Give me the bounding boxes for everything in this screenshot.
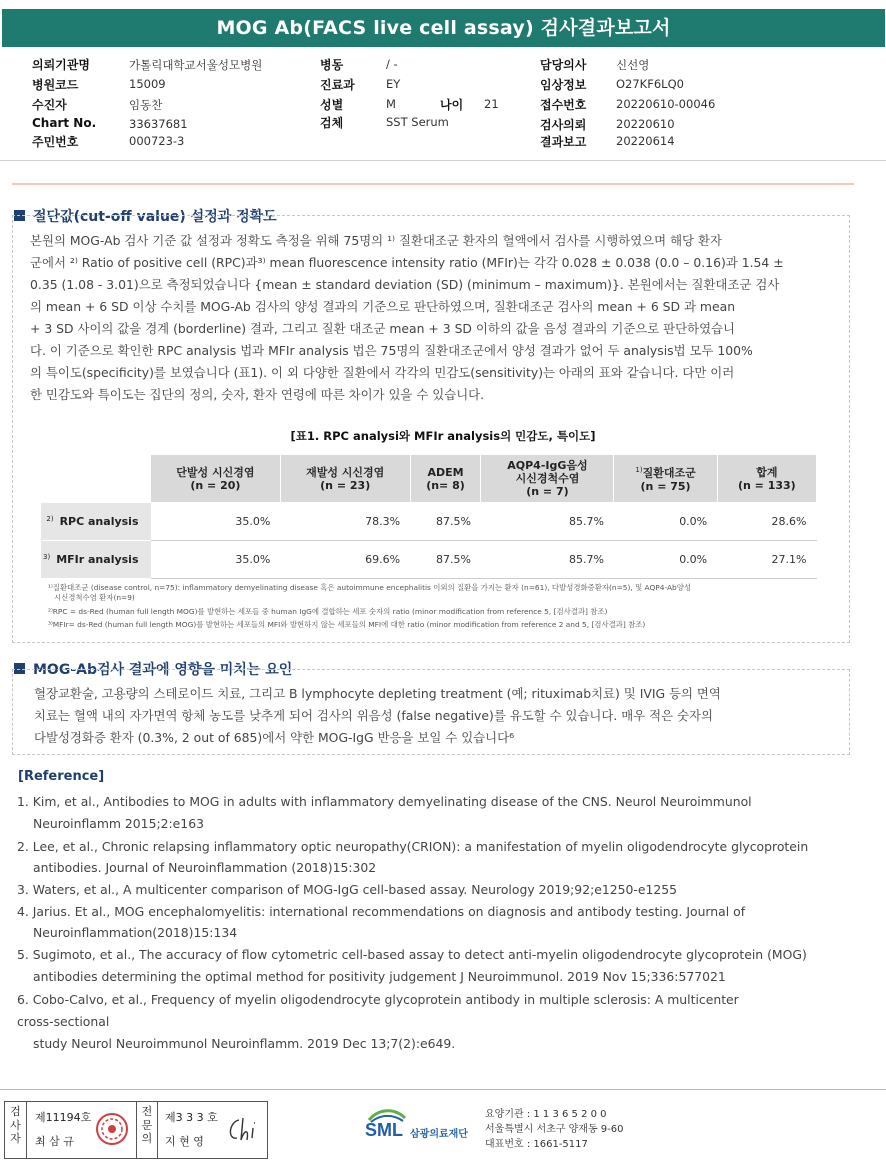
reference-item: 3. Waters, et al., A multicenter comparison of MOG-IgG cell-based assay. Neurology 2019;92;e1250-e1255: [17, 882, 678, 897]
stamp-label: 전문의: [136, 1102, 158, 1158]
logo-text: SML: [365, 1120, 403, 1140]
info-label: 결과보고: [540, 135, 587, 149]
info-label: 검체: [320, 116, 344, 130]
info-value: SST Serum: [386, 115, 449, 129]
row-header: $^{3)}$ MFIr analysis: [41, 541, 151, 579]
table-cell: 87.5%: [410, 503, 481, 541]
reference-item: 5. Sugimoto, et al., The accuracy of flow cytometric cell-based assay to detect anti-myelin oligodendrocyte glycoprotein (MOG): [17, 947, 807, 962]
paragraph-line: 다. 이 기준으로 확인한 RPC analysis 법과 MFIr analysis 법은 75명의 질환대조군에서 양성 결과가 없어 두 analysis법 모두 100%: [30, 343, 753, 358]
lab-info-line: 대표번호 : 1661-5117: [485, 1139, 588, 1150]
info-value: 20220614: [616, 134, 675, 148]
seal-icon: [95, 1112, 129, 1146]
table-cell: 0.0%: [614, 541, 717, 579]
sml-logo: [365, 1108, 483, 1148]
lab-info-line: 서울특별시 서초구 양재동 9-60: [485, 1124, 624, 1135]
info-value: 15009: [129, 77, 166, 91]
info-value: 21: [484, 97, 499, 111]
report-title: MOG Ab(FACS live cell assay) 검사결과보고서: [2, 9, 885, 47]
paragraph-line: 혈장교환술, 고용량의 스테로이드 치료, 그리고 B lymphocyte depleting treatment (예; rituximab치료) 및 IVIG 등의 면역: [34, 686, 721, 701]
table-cell: 85.7%: [481, 541, 614, 579]
row-header: $^{2)}$ RPC analysis: [41, 503, 151, 541]
info-value: O27KF6LQ0: [616, 77, 684, 91]
reference-item: Neuroinflammation(2018)15:134: [33, 925, 238, 940]
table-header: 재발성 시신경염 (n = 23): [280, 455, 410, 503]
info-value: 신선영: [616, 58, 650, 72]
table-footnote: ¹⁾질환대조군 (disease control, n=75): inflammatory demyelinating disease 혹은 autoimmune encephalitis 이외의 질환을 가지는 환자 (n=61), 다발성경화증환자(n=5), 및 AQP4-Ab양성: [48, 583, 691, 592]
section-title-text: 절단값(cut-off value) 설정과 정확도: [33, 209, 277, 225]
info-value: / -: [386, 57, 398, 71]
paragraph-line: 군에서 ²⁾ Ratio of positive cell (RPC)과³⁾ mean fluorescence intensity ratio (MFIr)는 각각 0.028 ± 0.038 (0.0 – 0.16)과 1.54 ±: [30, 255, 784, 270]
org-name: 삼광의료재단: [410, 1129, 468, 1140]
divider: [12, 183, 854, 185]
reference-item: antibodies determining the optimal method for positivity judgement J Neuroimmunol. 2019 Nov 15;336:577021: [33, 969, 726, 984]
examiner-name: 최 삼 규: [35, 1135, 74, 1148]
info-value: 33637681: [129, 117, 188, 131]
divider: [0, 1089, 886, 1090]
info-label: 주민번호: [32, 135, 79, 149]
signature-icon: [225, 1114, 265, 1146]
sensitivity-table: [40, 454, 817, 579]
table-cell: 35.0%: [151, 541, 281, 579]
table-cell: 78.3%: [280, 503, 410, 541]
info-label: 의뢰기관명: [32, 58, 90, 72]
reference-item: antibodies. Journal of Neuroinflammation (2018)15:302: [33, 860, 377, 875]
info-label: 병동: [320, 58, 344, 72]
factors-paragraph: [34, 683, 721, 749]
info-label: 성별: [320, 98, 344, 112]
info-label: 임상정보: [540, 78, 587, 92]
reference-item: 6. Cobo-Calvo, et al., Frequency of myelin oligodendrocyte glycoprotein antibody in multiple sclerosis: A multicenter: [17, 992, 739, 1007]
info-label: 진료과: [320, 78, 355, 92]
table-row: [41, 541, 817, 579]
table-header: AQP4-IgG음성 시신경척수염 (n = 7): [481, 455, 614, 503]
info-label: 담당의사: [540, 58, 587, 72]
table-cell: 0.0%: [614, 503, 717, 541]
paragraph-line: 다발성경화증 환자 (0.3%, 2 out of 685)에서 약한 MOG-IgG 반응을 보일 수 있습니다⁶: [34, 730, 515, 745]
table-row: [41, 503, 817, 541]
table-header: ADEM (n= 8): [410, 455, 481, 503]
patient-info: [0, 54, 886, 154]
paragraph-line: 의 특이도(specificity)를 보였습니다 (표1). 이 외 다양한 질환에서 각각의 민감도(sensitivity)는 아래의 표와 같습니다. 다만 이러: [30, 365, 735, 380]
reference-item: study Neurol Neuroimmunol Neuroinflamm. 2019 Dec 13;7(2):e649.: [33, 1036, 456, 1051]
table-caption: [표1. RPC analysi와 MFIr analysis의 민감도, 특이도]: [290, 429, 596, 443]
reference-item: 1. Kim, et al., Antibodies to MOG in adults with inflammatory demyelinating disease of the CNS. Neurol Neuroimmunol: [17, 794, 752, 809]
info-label: Chart No.: [32, 116, 97, 130]
info-label: 접수번호: [540, 98, 587, 112]
paragraph-line: 의 mean + 6 SD 이상 수치를 MOG-Ab 검사의 양성 결과의 기준으로 판단하였으며, 질환대조군 검사의 mean + 6 SD 과 mean: [30, 299, 736, 314]
table-footnote: ³⁾MFIr= ds-Red (human full length MOG)를 발현하는 세포들의 MFI와 발현하지 않는 세포들의 MFI에 대한 ratio (minor modification from reference 2 and 5, [검사결과] 참조): [48, 620, 646, 629]
table-header: 합계 (n = 133): [717, 455, 816, 503]
reference-item: Neuroinflamm 2015;2:e163: [33, 816, 204, 831]
paragraph-line: 한 민감도와 특이도는 집단의 정의, 숫자, 환자 연령에 따른 차이가 있을 수 있습니다.: [30, 387, 485, 402]
reference-item: cross-sectional: [17, 1014, 110, 1029]
lab-info-line: 요양기관 : 1 1 3 6 5 2 0 0: [485, 1109, 607, 1120]
table-header: 단발성 시신경염 (n = 20): [151, 455, 281, 503]
table-cell: 27.1%: [717, 541, 816, 579]
paragraph-line: 치료는 혈액 내의 자가면역 항체 농도를 낮추게 되어 검사의 위음성 (false negative)를 유도할 수 있습니다. 매우 적은 숫자의: [34, 708, 713, 723]
info-label: 나이: [440, 98, 464, 112]
divider: [0, 160, 886, 161]
reference-item: 2. Lee, et al., Chronic relapsing inflammatory optic neuropathy(CRION): a manifestation of myelin oligodendrocyte glycoprotein: [17, 839, 809, 854]
info-value: 000723-3: [129, 134, 185, 148]
table-header-row: [41, 455, 817, 503]
table-cell: 85.7%: [481, 503, 614, 541]
license-number: 제3 3 3 호: [165, 1111, 218, 1124]
info-value: 20220610-00046: [616, 97, 716, 111]
table-cell: 28.6%: [717, 503, 816, 541]
section-title-text: MOG-Ab검사 결과에 영향을 미치는 요인: [33, 662, 293, 678]
info-label: 병원코드: [32, 78, 79, 92]
stamp-label: 검사자: [5, 1102, 27, 1158]
paragraph-line: 본원의 MOG-Ab 검사 기준 값 설정과 정확도 측정을 위해 75명의 ¹⁾ 질환대조군 환자의 혈액에서 검사를 시행하였으며 해당 환자: [30, 233, 722, 248]
table-cell: 87.5%: [410, 541, 481, 579]
info-value: 임동찬: [129, 98, 163, 112]
info-label: 검사의뢰: [540, 118, 587, 132]
cutoff-paragraph: [30, 230, 784, 406]
table-header: $^{1)}$질환대조군 (n = 75): [614, 455, 717, 503]
table-footnote: ²⁾RPC = ds-Red (human full length MOG)를 발현하는 세포들 중 human IgG에 결합하는 세포 숫자의 ratio (minor modification from reference 5, [검사결과] 참조): [48, 607, 608, 616]
paragraph-line: + 3 SD 사이의 값을 경계 (borderline) 결과, 그리고 질환 대조군 mean + 3 SD 이하의 값을 음성 결과의 기준으로 판단하였습니: [30, 321, 735, 336]
specialist-name: 지 현 영: [165, 1135, 204, 1148]
info-value: M: [386, 97, 396, 111]
paragraph-line: 0.35 (1.08 - 3.01)으로 측정되었습니다 {mean ± standard deviation (SD) (minimum – maximum)}. 본원에서는 질환대조군 검사: [30, 277, 780, 292]
table-corner: [41, 455, 151, 503]
table-footnote: 시신경척수염 환자(n=9): [54, 593, 135, 602]
reference-item: 4. Jarius. Et al., MOG encephalomyelitis: international recommendations on diagnosis and antibody testing. Journal of: [17, 904, 746, 919]
lab-info: [485, 1107, 624, 1152]
info-value: 20220610: [616, 117, 675, 131]
info-value: 가톨릭대학교서울성모병원: [129, 58, 263, 72]
license-number: 제11194호: [35, 1111, 92, 1124]
reference-title: [Reference]: [18, 769, 105, 784]
info-value: EY: [386, 77, 401, 91]
table-cell: 69.6%: [280, 541, 410, 579]
table-cell: 35.0%: [151, 503, 281, 541]
info-label: 수진자: [32, 98, 67, 112]
signature-block: [4, 1101, 268, 1159]
